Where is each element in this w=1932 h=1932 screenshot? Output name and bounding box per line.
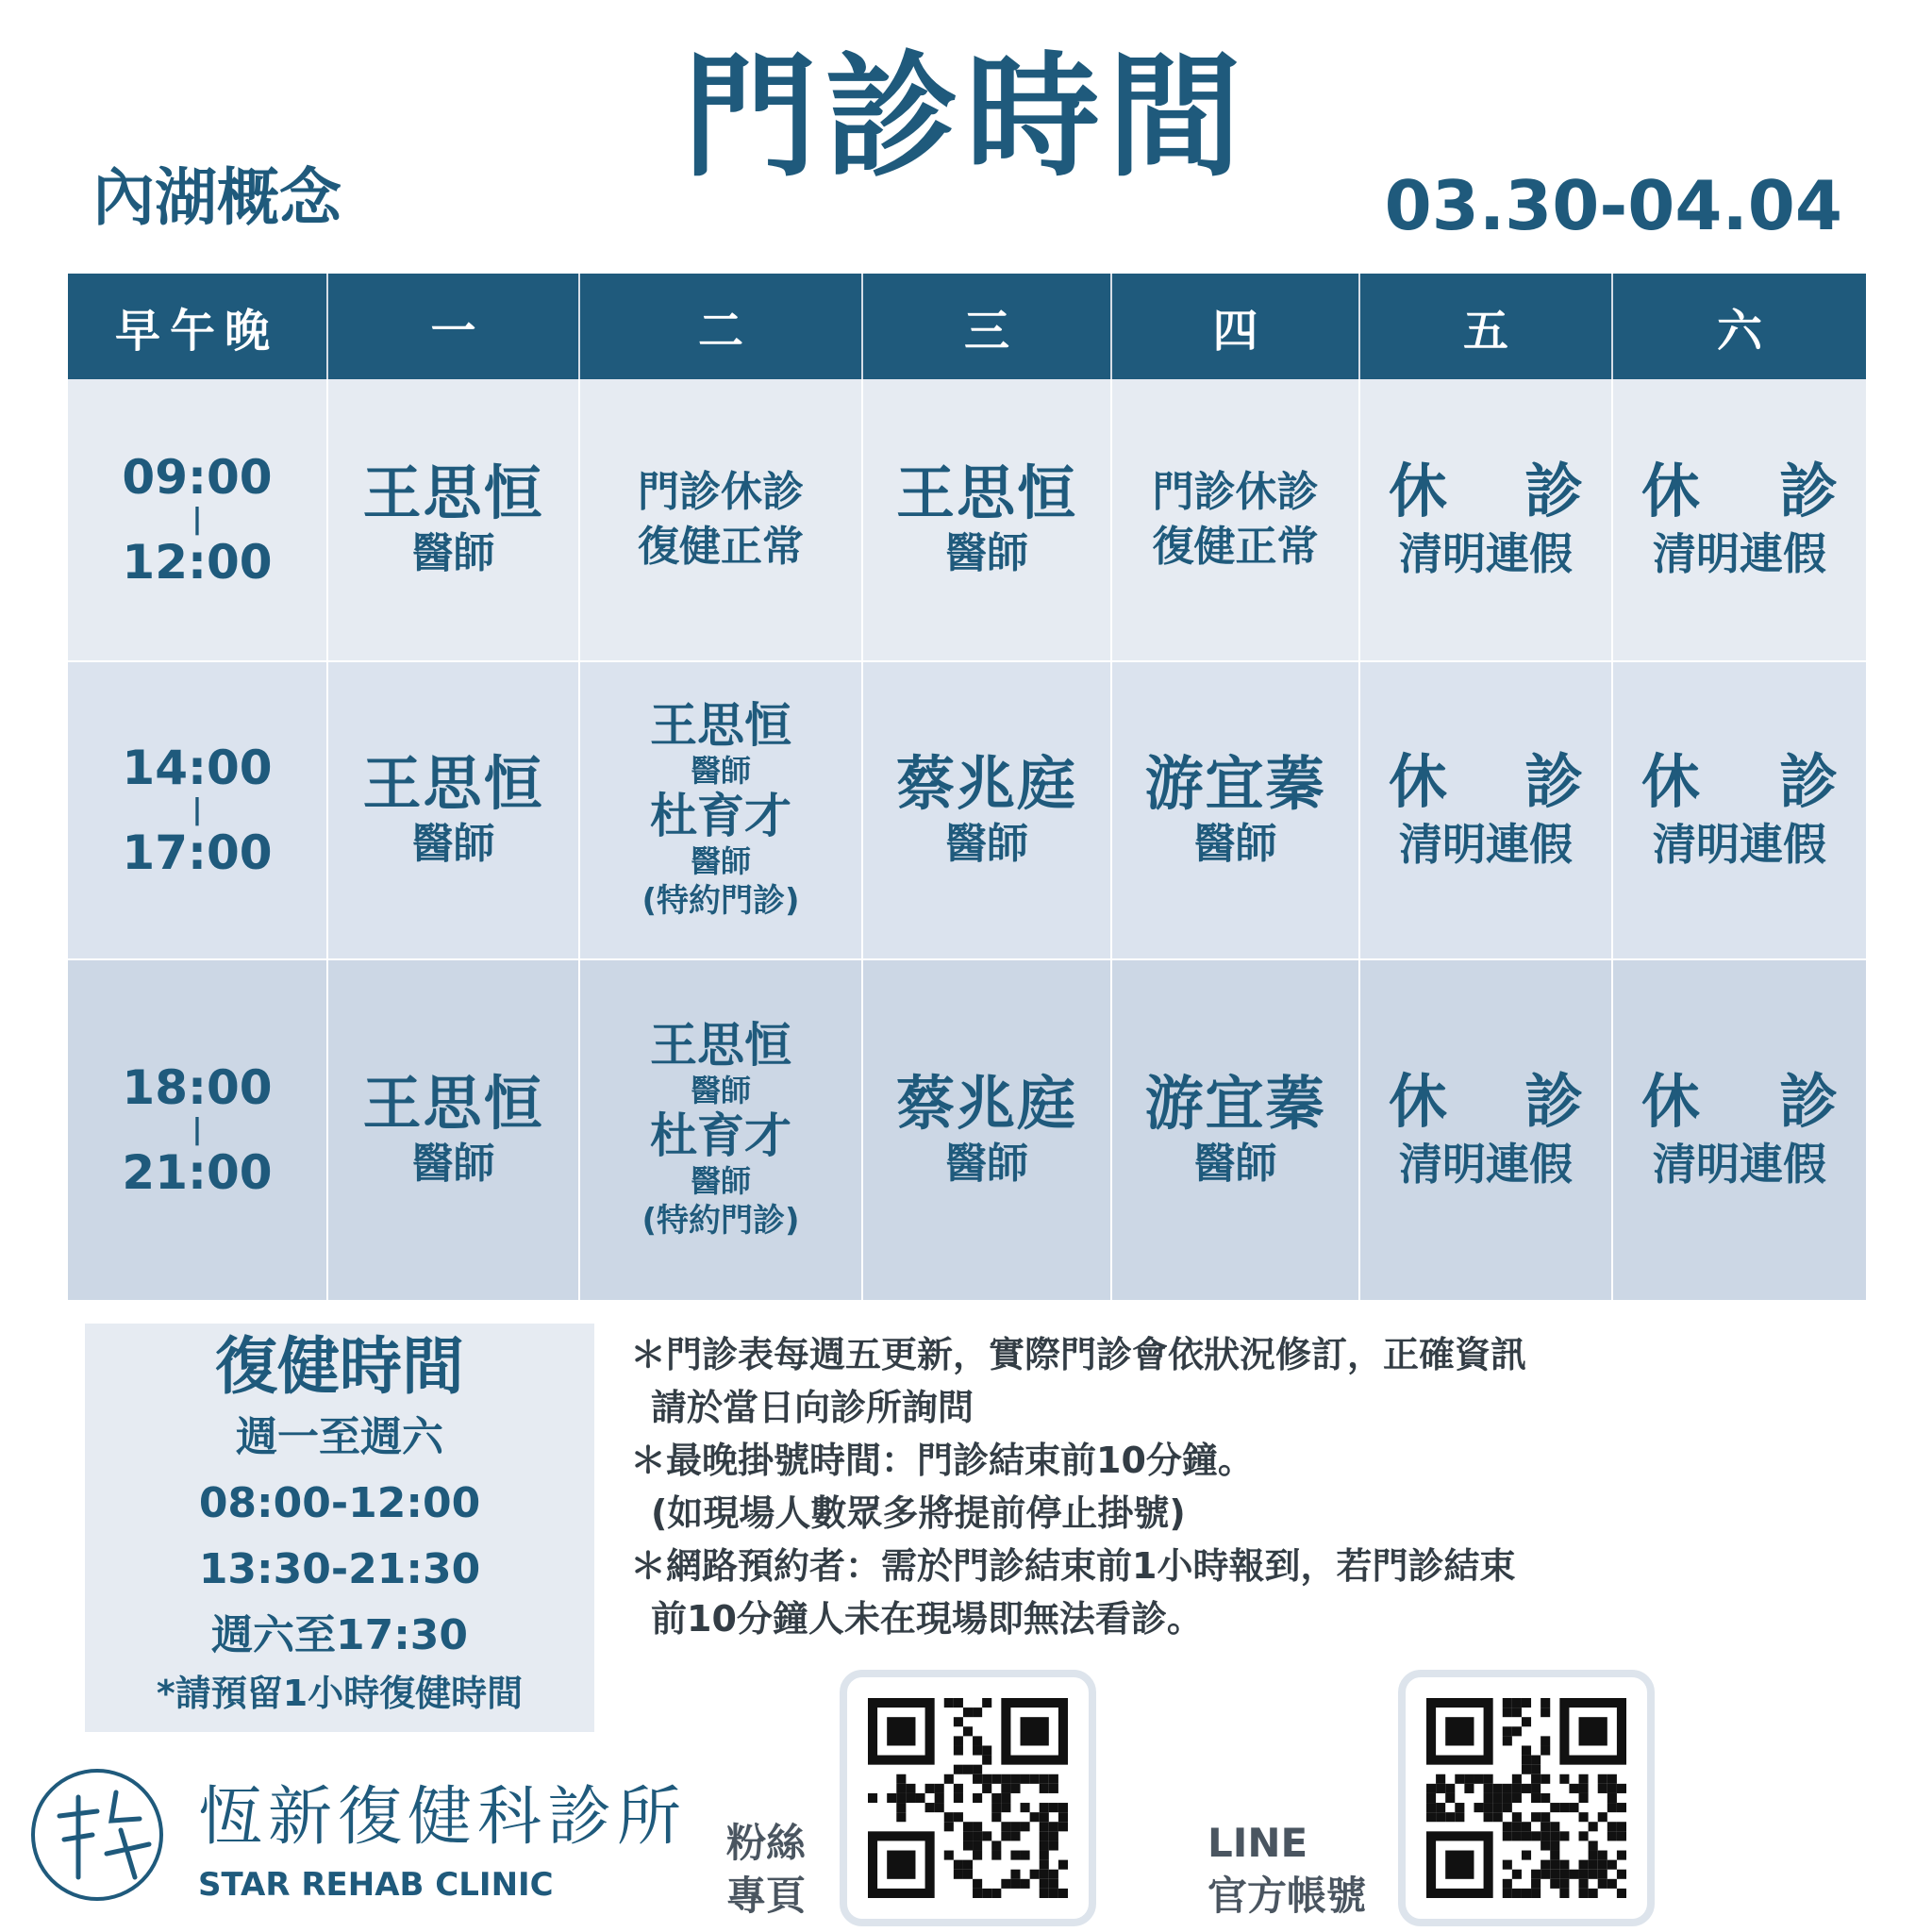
closed-char: 診 [1524, 457, 1583, 525]
holiday-note: 清明連假 [1653, 1139, 1826, 1190]
qr-code-line-icon[interactable] [1398, 1670, 1655, 1926]
header-mon: 一 [327, 274, 579, 379]
cell-mon [327, 959, 579, 1300]
cell-tue [579, 661, 862, 959]
cell-fri [1359, 379, 1612, 661]
holiday-note: 清明連假 [1653, 528, 1826, 579]
doctor-title: 醫師 [1193, 820, 1277, 868]
closed-char: 診 [1778, 747, 1838, 816]
header-thu: 四 [1111, 274, 1359, 379]
doctor-name: 王思恒 [362, 1069, 544, 1138]
clinic-name-en: STAR REHAB CLINIC [198, 1866, 554, 1904]
closed-char: 休 [1389, 747, 1448, 816]
time-end: 12:00 [122, 535, 273, 590]
notice-item [630, 1434, 1762, 1540]
time-cell [68, 379, 327, 661]
doctor-title: 醫師 [690, 1073, 751, 1108]
holiday-note: 清明連假 [1399, 528, 1573, 579]
cell-mon [327, 661, 579, 959]
closed-char: 休 [1641, 457, 1701, 525]
rehab-hours-box [85, 1324, 594, 1732]
closed-char: 休 [1389, 457, 1448, 525]
notice-line: (如現場人數眾多將提前停止掛號) [651, 1492, 1186, 1534]
closed-char: 休 [1641, 1067, 1701, 1136]
closed-char: 休 [1641, 747, 1701, 816]
doctor-title: 醫師 [411, 1140, 495, 1188]
cell-fri [1359, 959, 1612, 1300]
notice-line: 門診休診 [1152, 468, 1319, 516]
doctor-name: 王思恒 [650, 698, 791, 753]
cell-thu [1111, 379, 1359, 661]
header-wed: 三 [862, 274, 1111, 379]
fanpage-label-line: 粉絲 [726, 1820, 807, 1866]
cell-tue [579, 379, 862, 661]
cell-wed [862, 959, 1111, 1300]
doctor-name: 杜育才 [650, 789, 791, 843]
doctor-title: 醫師 [411, 820, 495, 868]
cell-sat [1612, 661, 1866, 959]
doctor-title: 醫師 [411, 529, 495, 577]
cell-fri [1359, 661, 1612, 959]
doctor-title: 醫師 [945, 529, 1028, 577]
line-label-line: 官方帳號 [1208, 1873, 1367, 1919]
cell-thu [1111, 661, 1359, 959]
closed-char: 診 [1778, 1067, 1838, 1136]
cell-wed [862, 379, 1111, 661]
schedule-table [68, 274, 1866, 1300]
time-start: 18:00 [122, 1060, 273, 1115]
notice-line: 前10分鐘人未在現場即無法看診。 [651, 1598, 1203, 1640]
rehab-slot-morning: 08:00-12:00 [198, 1479, 481, 1527]
time-sep: | [192, 503, 203, 536]
doctor-name: 王思恒 [650, 1018, 791, 1073]
doctor-name: 蔡兆庭 [895, 1069, 1077, 1138]
rehab-title: 復健時間 [215, 1330, 464, 1403]
doctor-name: 王思恒 [362, 458, 544, 527]
closed-char: 休 [1389, 1067, 1448, 1136]
time-cell [68, 661, 327, 959]
qr-code-graphic [1426, 1698, 1626, 1898]
clinic-name: 恆新復健科診所 [198, 1780, 688, 1855]
doctor-title: 醫師 [945, 1140, 1028, 1188]
cell-mon [327, 379, 579, 661]
header-fri: 五 [1359, 274, 1612, 379]
time-sep: | [192, 793, 203, 826]
branch-name: 內湖概念 [92, 161, 341, 234]
rehab-slot-afternoon: 13:30-21:30 [198, 1545, 481, 1593]
cell-wed [862, 661, 1111, 959]
page-title: 門診時間 [683, 40, 1249, 195]
line-label [1208, 1817, 1366, 1923]
rehab-saturday: 週六至17:30 [210, 1611, 469, 1659]
fanpage-label-line: 專頁 [726, 1873, 807, 1919]
header-period: 早午晚 [68, 274, 327, 379]
holiday-note: 清明連假 [1653, 819, 1826, 870]
doctor-title: 醫師 [690, 753, 751, 789]
notice-line: ＊門診表每週五更新，實際門診會依狀況修訂，正確資訊 [630, 1334, 1527, 1375]
qr-code-graphic [868, 1698, 1068, 1898]
cell-sat [1612, 379, 1866, 661]
table-row [68, 379, 1866, 661]
table-row [68, 661, 1866, 959]
doctor-name: 杜育才 [650, 1108, 791, 1163]
notice-list [630, 1328, 1762, 1645]
header-tue: 二 [579, 274, 862, 379]
time-start: 14:00 [122, 741, 273, 795]
cell-sat [1612, 959, 1866, 1300]
rehab-note: *請預留1小時復健時間 [156, 1673, 524, 1714]
notice-line: ＊網路預約者：需於門診結束前1小時報到，若門診結束 [630, 1545, 1516, 1587]
rehab-days: 週一至週六 [236, 1413, 443, 1461]
qr-code-fanpage-icon[interactable] [840, 1670, 1096, 1926]
doctor-name: 王思恒 [895, 458, 1077, 527]
table-header-row [68, 274, 1866, 379]
date-range: 03.30-04.04 [1384, 166, 1842, 245]
time-end: 21:00 [122, 1145, 273, 1200]
time-cell [68, 959, 327, 1300]
special-clinic-note: (特約門診) [641, 1202, 800, 1240]
notice-line: 復健正常 [638, 523, 804, 571]
doctor-name: 蔡兆庭 [895, 749, 1077, 818]
clinic-logo-icon [26, 1764, 168, 1906]
closed-char: 診 [1524, 747, 1583, 816]
time-end: 17:00 [122, 825, 273, 880]
closed-char: 診 [1524, 1067, 1583, 1136]
special-clinic-note: (特約門診) [641, 882, 800, 920]
doctor-title: 醫師 [690, 1163, 751, 1199]
holiday-note: 清明連假 [1399, 1139, 1573, 1190]
notice-line: ＊最晚掛號時間：門診結束前10分鐘。 [630, 1440, 1254, 1481]
line-label-line: LINE [1208, 1820, 1308, 1866]
fanpage-label [726, 1817, 806, 1923]
doctor-name: 王思恒 [362, 749, 544, 818]
time-sep: | [192, 1113, 203, 1146]
notice-item [630, 1540, 1762, 1645]
header-sat: 六 [1612, 274, 1866, 379]
doctor-title: 醫師 [690, 843, 751, 879]
time-start: 09:00 [122, 450, 273, 505]
doctor-name: 游宜蓁 [1144, 749, 1326, 818]
closed-char: 診 [1778, 457, 1838, 525]
table-row [68, 959, 1866, 1300]
notice-line: 門診休診 [638, 468, 804, 516]
doctor-name: 游宜蓁 [1144, 1069, 1326, 1138]
doctor-title: 醫師 [1193, 1140, 1277, 1188]
notice-line: 復健正常 [1152, 523, 1319, 571]
holiday-note: 清明連假 [1399, 819, 1573, 870]
cell-tue [579, 959, 862, 1300]
notice-item [630, 1328, 1762, 1434]
doctor-title: 醫師 [945, 820, 1028, 868]
cell-thu [1111, 959, 1359, 1300]
notice-line: 請於當日向診所詢問 [651, 1387, 974, 1428]
